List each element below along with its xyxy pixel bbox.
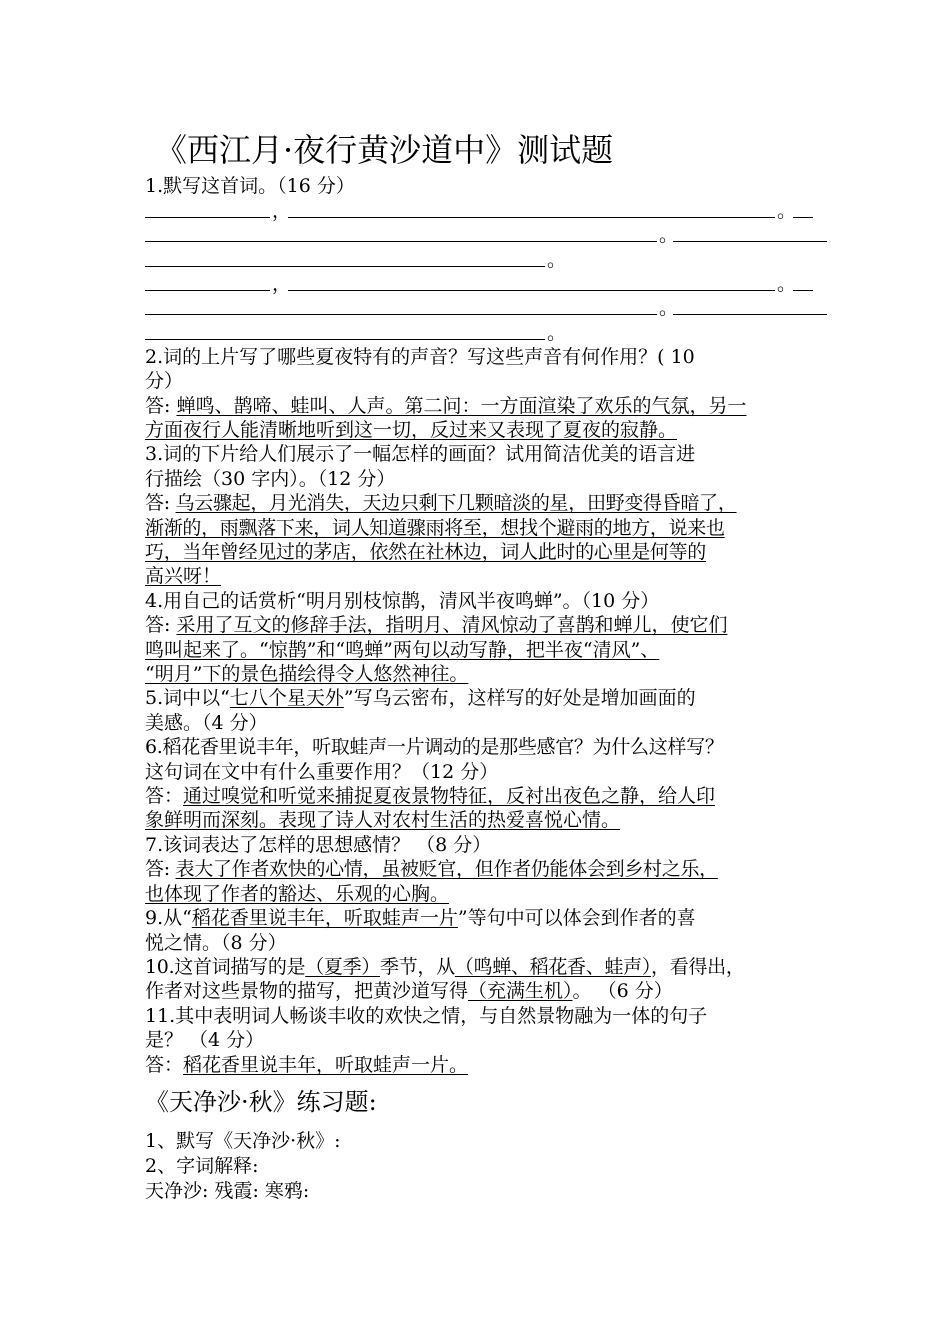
question-11-cont: 是？ （4 分）	[145, 1029, 265, 1052]
answer-2	[145, 394, 835, 418]
answer-2-cont	[145, 418, 835, 442]
answer-text: 蝉鸣、鹊啼、蛙叫、人声。第二问：一方面渲染了欢乐的气氛，另一	[176, 394, 747, 417]
blank-segment	[288, 290, 775, 291]
comma-mark: ，	[272, 199, 292, 222]
blank-line-3[interactable]	[145, 247, 835, 271]
question-6-cont: 这句词在文中有什么重要作用？（12 分）	[145, 760, 499, 783]
blank-line-1[interactable]	[145, 198, 835, 222]
answer-text: （夏季）	[305, 955, 381, 978]
answer-text: 渐渐的，雨飘落下来，词人知道骤雨将至，想找个避雨的地方，说来也	[145, 516, 725, 539]
period-mark: 。	[777, 272, 797, 295]
answer-6	[145, 784, 835, 808]
blank-segment	[145, 217, 270, 218]
answer-prefix: 答:	[145, 614, 177, 637]
section-2	[145, 1129, 835, 1204]
question-9	[145, 906, 835, 930]
answer-3-cont	[145, 540, 835, 564]
period-mark: 。	[547, 248, 567, 271]
section-2-question-2: 2、字词解释:	[145, 1154, 259, 1177]
answer-7-cont	[145, 882, 835, 906]
answer-4-cont	[145, 662, 835, 686]
question-6: 6.稻花香里说丰年，听取蛙声一片调动的是那些感官？为什么这样写？	[145, 736, 724, 759]
answer-text: （充满生机）	[468, 980, 573, 1003]
answer-prefix: 答：	[145, 785, 184, 808]
answer-text: 高兴呀！	[145, 565, 222, 588]
answer-3	[145, 491, 835, 515]
answer-text: 表大了作者欢快的心情，虽被贬官，但作者仍能体会到乡村之乐，	[175, 858, 718, 881]
question-10-cont	[145, 979, 835, 1003]
question-5-cont: 美感。（4 分）	[145, 711, 268, 734]
blank-line-5[interactable]	[145, 296, 835, 320]
answer-text: 乌云骤起，月光消失，天边只剩下几颗暗淡的星，田野变得昏暗了，	[175, 492, 737, 515]
answer-6-cont	[145, 808, 835, 832]
question-text: 10.这首词描写的是	[145, 955, 306, 978]
period-mark: 。	[659, 224, 679, 247]
answer-prefix: 答:	[145, 492, 176, 515]
answer-3-cont	[145, 516, 835, 540]
question-9-cont: 悦之情。（8 分）	[145, 931, 287, 954]
question-5	[145, 686, 835, 710]
question-4: 4.用自己的话赏析“明月别枝惊鹊，清风半夜鸣蝉”。（10 分）	[145, 589, 660, 612]
blank-segment	[793, 217, 813, 218]
answer-11	[145, 1053, 835, 1077]
blank-line-6[interactable]	[145, 320, 835, 344]
page-title: 《西江月·夜行黄沙道中》测试题	[155, 131, 614, 169]
question-text: ”写乌云密布，这样写的好处是增加画面的	[343, 687, 696, 710]
question-2-cont: 分）	[145, 370, 184, 393]
blank-line-2[interactable]	[145, 223, 835, 247]
period-mark: 。	[547, 321, 567, 344]
answer-text: 鸣叫起来了。“惊鹊”和“鸣蝉”两句以动写静，把半夜“清风”、	[145, 638, 660, 661]
question-10	[145, 955, 835, 979]
answer-text: 七八个星天外	[229, 687, 344, 710]
blank-segment	[288, 217, 775, 218]
question-text: 5.词中以“	[145, 687, 230, 710]
question-text: ”等句中可以体会到作者的喜	[457, 907, 696, 930]
question-3: 3.词的下片给人们展示了一幅怎样的画面？试用简洁优美的语言进	[145, 443, 696, 466]
section-2-word-list: 天净沙: 残霞: 寒鸦:	[145, 1179, 310, 1202]
answer-4	[145, 613, 835, 637]
answer-prefix: 答:	[145, 394, 177, 417]
question-text: 作者对这些景物的描写，把黄沙道写得	[145, 980, 469, 1003]
answer-text: （鸣蝉、稻花香、蛙声）	[454, 955, 652, 978]
blank-segment	[145, 290, 270, 291]
question-2: 2.词的上片写了哪些夏夜特有的声音？写这些声音有何作用？( 10	[145, 345, 695, 368]
blank-segment	[793, 290, 813, 291]
answer-text: 采用了互文的修辞手法，指明月、清风惊动了喜鹊和蝉儿，使它们	[176, 614, 728, 637]
answer-text: 通过嗅觉和听觉来捕捉夏夜景物特征，反衬出夜色之静，给人印	[183, 785, 716, 808]
blank-segment	[145, 266, 545, 267]
section-2-question-1: 1、默写《天净沙·秋》:	[145, 1129, 341, 1152]
answer-prefix: 答:	[145, 858, 176, 881]
blank-segment	[145, 241, 657, 242]
answer-text: 巧，当年曾经见过的茅店，依然在社林边，词人此时的心里是何等的	[145, 541, 707, 563]
answer-text: 稻花香里说丰年，听取蛙声一片	[191, 907, 458, 930]
question-3-cont: 行描绘（30 字内）。（12 分）	[145, 467, 396, 490]
answer-text: 也体现了作者的豁达、乐观的心胸。	[145, 882, 450, 905]
answer-text: “明月”下的景色描绘得令人悠然神往。	[145, 663, 469, 686]
answer-text: 方面夜行人能清晰地听到这一切，反过来又表现了夏夜的寂静。	[145, 418, 678, 441]
answer-3-cont	[145, 564, 835, 588]
question-text: 季节，从	[380, 955, 455, 978]
section-title: 《天净沙·秋》练习题:	[145, 1087, 377, 1116]
question-text: 。 （6 分）	[572, 980, 673, 1003]
blank-segment	[145, 314, 657, 315]
comma-mark: ，	[272, 272, 292, 295]
question-text: 9.从“	[145, 907, 192, 930]
document-content	[145, 128, 835, 1204]
question-1: 1.默写这首词。（16 分）	[145, 175, 355, 197]
blank-segment	[673, 314, 827, 315]
question-11: 11.其中表明词人畅谈丰收的欢快之情，与自然景物融为一体的句子	[145, 1004, 708, 1027]
period-mark: 。	[659, 297, 679, 320]
answer-text: 稻花香里说丰年，听取蛙声一片。	[183, 1053, 469, 1076]
answer-prefix: 答：	[145, 1053, 184, 1076]
blank-segment	[145, 339, 545, 340]
blank-segment	[673, 241, 827, 242]
period-mark: 。	[777, 199, 797, 222]
question-7: 7.该词表达了怎样的思想感情？ （8 分）	[145, 833, 492, 856]
answer-text: 象鲜明而深刻。表现了诗人对农村生活的热爱喜悦心情。	[145, 809, 621, 832]
blank-line-4[interactable]	[145, 272, 835, 296]
answer-4-cont	[145, 638, 835, 662]
question-text: ，看得出，	[651, 955, 745, 978]
answer-7	[145, 857, 835, 881]
